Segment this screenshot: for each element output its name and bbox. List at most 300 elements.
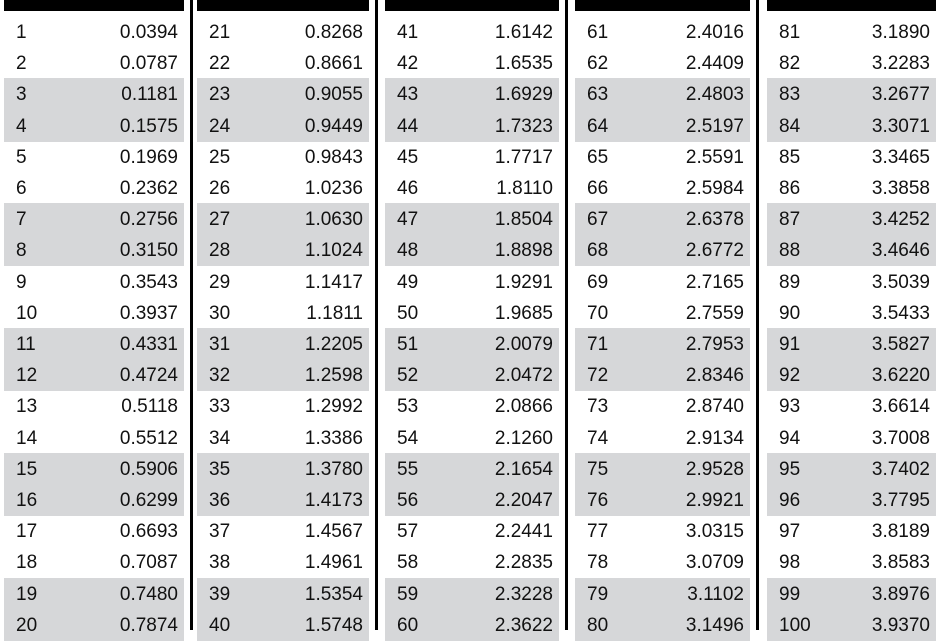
- row-number: 89: [779, 271, 801, 293]
- row-number: 28: [209, 240, 231, 262]
- table-row: [197, 422, 369, 454]
- table-row: [767, 234, 936, 266]
- row-number: 73: [587, 396, 609, 418]
- table-row: [4, 16, 184, 48]
- row-number: 41: [397, 22, 419, 43]
- row-number: 7: [16, 209, 27, 231]
- row-value: 1.9291: [494, 271, 553, 293]
- row-number: 94: [779, 427, 801, 449]
- row-value: 0.0787: [119, 53, 178, 75]
- table-row: [385, 578, 559, 610]
- row-value: 2.7953: [685, 334, 744, 355]
- row-value: 1.1417: [304, 271, 363, 293]
- row-value: 1.6535: [494, 53, 553, 75]
- row-number: 46: [397, 178, 419, 199]
- row-value: 1.8898: [494, 240, 553, 262]
- table-row: [197, 390, 369, 422]
- row-number: 96: [779, 490, 801, 511]
- row-number: 65: [587, 146, 609, 168]
- row-value: 0.6299: [119, 490, 178, 511]
- table-row: [197, 359, 369, 391]
- row-value: 3.7402: [871, 458, 930, 480]
- row-number: 87: [779, 209, 801, 231]
- row-number: 1: [16, 22, 27, 43]
- row-value: 0.7480: [119, 583, 178, 605]
- row-value: 3.2283: [871, 53, 930, 75]
- row-value: 0.9843: [304, 146, 363, 168]
- row-number: 15: [16, 458, 38, 480]
- table-row: [4, 422, 184, 454]
- row-number: 77: [587, 521, 609, 543]
- table-row: [575, 609, 750, 641]
- table-row: [4, 578, 184, 610]
- row-number: 62: [587, 53, 609, 75]
- row-value: 3.6614: [871, 396, 930, 418]
- row-number: 49: [397, 271, 419, 293]
- table-column: [767, 0, 936, 636]
- row-number: 11: [16, 334, 36, 355]
- row-number: 4: [16, 115, 27, 137]
- row-number: 22: [209, 53, 231, 75]
- row-value: 1.6929: [494, 84, 553, 106]
- table-row: [385, 203, 559, 235]
- row-value: 2.5591: [685, 146, 744, 168]
- row-value: 2.1260: [494, 427, 553, 449]
- row-value: 2.9528: [685, 458, 744, 480]
- table-row: [767, 453, 936, 485]
- row-number: 92: [779, 365, 801, 387]
- table-row: [385, 297, 559, 329]
- table-row: [767, 515, 936, 547]
- row-value: 3.3858: [871, 178, 930, 199]
- row-number: 42: [397, 53, 419, 75]
- table-row: [197, 141, 369, 173]
- table-row: [197, 16, 369, 48]
- row-number: 6: [16, 178, 27, 199]
- row-value: 0.1181: [121, 84, 178, 106]
- row-number: 30: [209, 302, 231, 324]
- row-number: 71: [587, 334, 609, 355]
- row-number: 16: [16, 490, 38, 511]
- row-number: 90: [779, 302, 801, 324]
- row-value: 2.3622: [494, 614, 553, 636]
- table-row: [575, 453, 750, 485]
- row-value: 2.0079: [494, 334, 553, 355]
- table-row: [197, 546, 369, 578]
- column-header-bar: [385, 0, 559, 11]
- row-value: 1.7717: [494, 146, 553, 168]
- table-row: [197, 328, 369, 360]
- table-row: [197, 453, 369, 485]
- table-row: [385, 453, 559, 485]
- row-value: 2.5984: [685, 178, 744, 199]
- row-value: 0.4724: [119, 365, 178, 387]
- table-column: [575, 0, 750, 636]
- row-number: 63: [587, 84, 609, 106]
- row-value: 0.1575: [119, 115, 178, 137]
- table-row: [197, 515, 369, 547]
- table-row: [197, 47, 369, 79]
- table-row: [575, 234, 750, 266]
- row-value: 0.8268: [304, 22, 363, 43]
- table-row: [385, 422, 559, 454]
- row-value: 3.8583: [871, 552, 930, 574]
- row-value: 3.0709: [685, 552, 744, 574]
- table-row: [4, 78, 184, 110]
- row-number: 80: [587, 614, 609, 636]
- row-value: 2.2835: [494, 552, 553, 574]
- row-number: 81: [779, 22, 801, 43]
- row-number: 52: [397, 365, 419, 387]
- row-number: 66: [587, 178, 609, 199]
- row-number: 47: [397, 209, 419, 231]
- row-value: 0.8661: [304, 53, 363, 75]
- row-value: 0.2756: [119, 209, 178, 231]
- row-value: 1.0630: [304, 209, 363, 231]
- row-number: 75: [587, 458, 609, 480]
- column-divider: [565, 0, 568, 630]
- row-value: 3.3071: [871, 115, 930, 137]
- table-row: [385, 78, 559, 110]
- row-number: 67: [587, 209, 609, 231]
- row-value: 3.4252: [871, 209, 930, 231]
- table-row: [385, 515, 559, 547]
- row-value: 1.7323: [494, 115, 553, 137]
- table-row: [385, 484, 559, 516]
- row-number: 24: [209, 115, 231, 137]
- column-header-bar: [767, 0, 936, 11]
- row-number: 88: [779, 240, 801, 262]
- row-number: 10: [16, 302, 38, 324]
- column-divider: [190, 0, 193, 630]
- row-number: 44: [397, 115, 419, 137]
- table-row: [385, 390, 559, 422]
- table-row: [767, 110, 936, 142]
- table-row: [4, 390, 184, 422]
- table-row: [575, 515, 750, 547]
- row-number: 27: [209, 209, 231, 231]
- table-row: [197, 172, 369, 204]
- row-value: 2.9134: [685, 427, 744, 449]
- row-number: 33: [209, 396, 231, 418]
- row-number: 23: [209, 84, 231, 106]
- table-row: [575, 47, 750, 79]
- row-value: 0.7874: [119, 614, 178, 636]
- row-value: 2.1654: [494, 458, 553, 480]
- row-number: 35: [209, 458, 231, 480]
- row-number: 45: [397, 146, 419, 168]
- column-divider: [375, 0, 378, 630]
- row-value: 2.2441: [494, 521, 553, 543]
- row-number: 84: [779, 115, 801, 137]
- table-row: [197, 110, 369, 142]
- table-row: [385, 16, 559, 48]
- table-row: [385, 110, 559, 142]
- table-row: [4, 484, 184, 516]
- table-row: [575, 422, 750, 454]
- row-value: 2.8346: [685, 365, 744, 387]
- row-number: 3: [16, 84, 27, 106]
- row-value: 1.6142: [494, 22, 553, 43]
- table-row: [385, 328, 559, 360]
- row-value: 1.8110: [496, 178, 553, 199]
- table-row: [767, 546, 936, 578]
- table-row: [575, 546, 750, 578]
- row-number: 55: [397, 458, 419, 480]
- table-row: [4, 141, 184, 173]
- row-value: 2.7165: [685, 271, 744, 293]
- row-value: 1.1024: [304, 240, 363, 262]
- row-value: 2.0472: [494, 365, 553, 387]
- table-row: [767, 359, 936, 391]
- row-number: 12: [16, 365, 38, 387]
- table-row: [385, 359, 559, 391]
- row-number: 36: [209, 490, 231, 511]
- table-row: [767, 297, 936, 329]
- row-number: 14: [16, 427, 38, 449]
- row-value: 2.6772: [685, 240, 744, 262]
- table-row: [575, 484, 750, 516]
- row-value: 2.4803: [685, 84, 744, 106]
- table-row: [4, 47, 184, 79]
- row-value: 2.5197: [685, 115, 744, 137]
- column-header-bar: [4, 0, 184, 11]
- row-number: 99: [779, 583, 801, 605]
- table-row: [4, 203, 184, 235]
- row-value: 0.5906: [119, 458, 178, 480]
- column-header-bar: [575, 0, 750, 11]
- row-number: 48: [397, 240, 419, 262]
- table-column: [197, 0, 369, 636]
- table-row: [197, 234, 369, 266]
- row-value: 3.9370: [871, 614, 930, 636]
- row-number: 31: [209, 334, 231, 355]
- row-number: 70: [587, 302, 609, 324]
- table-row: [385, 141, 559, 173]
- table-row: [575, 390, 750, 422]
- row-value: 1.3386: [304, 427, 363, 449]
- table-column: [385, 0, 559, 636]
- table-row: [767, 172, 936, 204]
- table-row: [197, 78, 369, 110]
- row-number: 37: [209, 521, 231, 543]
- table-row: [385, 172, 559, 204]
- row-value: 0.6693: [119, 521, 178, 543]
- table-row: [385, 266, 559, 298]
- row-value: 2.2047: [494, 490, 553, 511]
- row-number: 72: [587, 365, 609, 387]
- row-number: 50: [397, 302, 419, 324]
- row-value: 0.2362: [119, 178, 178, 199]
- row-number: 64: [587, 115, 609, 137]
- row-number: 13: [16, 396, 38, 418]
- table-row: [4, 172, 184, 204]
- row-number: 98: [779, 552, 801, 574]
- row-number: 20: [16, 614, 38, 636]
- table-row: [575, 328, 750, 360]
- table-row: [385, 546, 559, 578]
- table-row: [575, 172, 750, 204]
- table-row: [197, 203, 369, 235]
- table-row: [4, 234, 184, 266]
- row-value: 3.5827: [871, 334, 930, 355]
- row-number: 68: [587, 240, 609, 262]
- table-row: [197, 266, 369, 298]
- row-value: 1.2992: [304, 396, 363, 418]
- table-row: [575, 141, 750, 173]
- table-row: [4, 266, 184, 298]
- row-value: 1.4961: [304, 552, 363, 574]
- table-row: [767, 47, 936, 79]
- row-number: 85: [779, 146, 801, 168]
- table-row: [767, 141, 936, 173]
- table-row: [4, 297, 184, 329]
- row-value: 0.1969: [119, 146, 178, 168]
- row-value: 0.9055: [304, 84, 363, 106]
- row-value: 1.2205: [304, 334, 363, 355]
- row-value: 3.5039: [871, 271, 930, 293]
- table-row: [4, 359, 184, 391]
- row-number: 2: [16, 53, 27, 75]
- row-value: 2.7559: [685, 302, 744, 324]
- row-value: 1.5748: [304, 614, 363, 636]
- row-value: 1.9685: [494, 302, 553, 324]
- row-number: 5: [16, 146, 27, 168]
- column-divider: [756, 0, 759, 630]
- table-row: [767, 578, 936, 610]
- table-row: [197, 484, 369, 516]
- row-number: 78: [587, 552, 609, 574]
- table-row: [575, 297, 750, 329]
- row-value: 1.4567: [304, 521, 363, 543]
- row-value: 3.2677: [871, 84, 930, 106]
- table-row: [767, 266, 936, 298]
- row-number: 91: [779, 334, 801, 355]
- row-value: 2.0866: [494, 396, 553, 418]
- row-value: 3.8189: [871, 521, 930, 543]
- table-row: [575, 78, 750, 110]
- table-row: [385, 234, 559, 266]
- row-value: 3.7795: [871, 490, 930, 511]
- row-value: 3.8976: [871, 583, 930, 605]
- table-row: [197, 297, 369, 329]
- table-row: [4, 110, 184, 142]
- row-number: 61: [587, 22, 609, 43]
- row-value: 1.0236: [304, 178, 363, 199]
- row-number: 9: [16, 271, 27, 293]
- row-number: 40: [209, 614, 231, 636]
- row-value: 1.8504: [494, 209, 553, 231]
- table-column: [4, 0, 184, 636]
- row-number: 38: [209, 552, 231, 574]
- row-value: 1.1811: [306, 302, 363, 324]
- row-value: 1.4173: [304, 490, 363, 511]
- row-number: 56: [397, 490, 419, 511]
- table-row: [575, 203, 750, 235]
- row-value: 0.4331: [119, 334, 178, 355]
- row-number: 79: [587, 583, 609, 605]
- table-row: [767, 422, 936, 454]
- table-row: [767, 328, 936, 360]
- row-value: 3.5433: [871, 302, 930, 324]
- row-number: 57: [397, 521, 419, 543]
- row-number: 97: [779, 521, 801, 543]
- row-value: 3.1496: [685, 614, 744, 636]
- table-row: [575, 16, 750, 48]
- row-number: 17: [16, 521, 38, 543]
- table-row: [385, 47, 559, 79]
- table-row: [575, 110, 750, 142]
- row-number: 69: [587, 271, 609, 293]
- table-row: [767, 203, 936, 235]
- row-value: 1.2598: [304, 365, 363, 387]
- table-row: [767, 16, 936, 48]
- row-number: 86: [779, 178, 801, 199]
- row-number: 26: [209, 178, 231, 199]
- table-row: [767, 609, 936, 641]
- row-value: 0.7087: [119, 552, 178, 574]
- column-header-bar: [197, 0, 369, 11]
- row-number: 58: [397, 552, 419, 574]
- row-value: 1.3780: [304, 458, 363, 480]
- table-row: [767, 78, 936, 110]
- table-row: [385, 609, 559, 641]
- table-row: [767, 484, 936, 516]
- row-number: 51: [397, 334, 419, 355]
- row-value: 0.3937: [119, 302, 178, 324]
- table-row: [4, 515, 184, 547]
- row-number: 93: [779, 396, 801, 418]
- row-number: 21: [209, 22, 231, 43]
- row-value: 2.3228: [494, 583, 553, 605]
- row-number: 82: [779, 53, 801, 75]
- row-value: 3.1102: [687, 583, 744, 605]
- row-number: 74: [587, 427, 609, 449]
- table-row: [197, 609, 369, 641]
- table-row: [575, 578, 750, 610]
- row-value: 3.1890: [871, 22, 930, 43]
- row-value: 0.3150: [119, 240, 178, 262]
- row-value: 2.9921: [685, 490, 744, 511]
- row-value: 2.6378: [685, 209, 744, 231]
- row-value: 0.5512: [119, 427, 178, 449]
- row-value: 2.8740: [685, 396, 744, 418]
- row-value: 2.4409: [685, 53, 744, 75]
- row-number: 60: [397, 614, 419, 636]
- row-number: 25: [209, 146, 231, 168]
- row-number: 39: [209, 583, 231, 605]
- row-value: 0.3543: [119, 271, 178, 293]
- row-number: 34: [209, 427, 231, 449]
- row-value: 3.4646: [871, 240, 930, 262]
- table-row: [575, 266, 750, 298]
- row-number: 43: [397, 84, 419, 106]
- row-number: 18: [16, 552, 38, 574]
- row-number: 32: [209, 365, 231, 387]
- row-value: 0.0394: [119, 22, 178, 43]
- row-value: 3.3465: [871, 146, 930, 168]
- table-row: [767, 390, 936, 422]
- row-number: 53: [397, 396, 419, 418]
- row-value: 3.6220: [871, 365, 930, 387]
- table-row: [4, 453, 184, 485]
- row-value: 3.7008: [871, 427, 930, 449]
- row-value: 0.9449: [304, 115, 363, 137]
- table-row: [4, 546, 184, 578]
- table-row: [575, 359, 750, 391]
- table-row: [4, 328, 184, 360]
- row-number: 76: [587, 490, 609, 511]
